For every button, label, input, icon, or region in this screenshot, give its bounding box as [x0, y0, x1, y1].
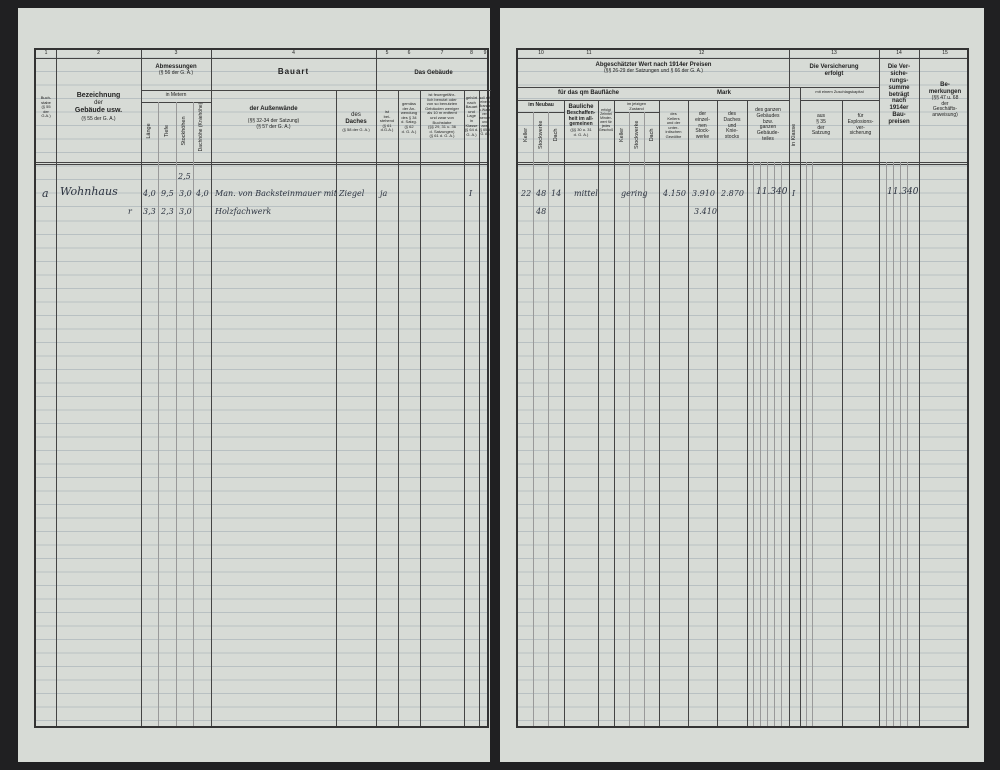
- bauliche-header: Bauliche Beschaffen- heit im all- gemeinen (§§ 30 u. 31 d. G. A.): [566, 104, 596, 137]
- row1-col5: ja: [380, 189, 388, 198]
- col-number: 4: [292, 50, 295, 56]
- row2-mark: r: [128, 207, 132, 216]
- versicherung-header: Die Versicherung erfolgt: [809, 64, 859, 77]
- col13c-header: des Daches und Knie- stocks: [723, 111, 741, 140]
- col-number: 13: [831, 50, 837, 56]
- jetzig-label: im jetzigen Zustand: [626, 101, 647, 111]
- col-number: 8: [470, 50, 473, 56]
- right-page: [500, 8, 984, 762]
- row1-walls: Man. von Backsteinmauer mit: [215, 189, 337, 198]
- col-number: 2: [97, 50, 100, 56]
- right-form-table: [516, 48, 969, 728]
- laenge-label: Länge: [146, 123, 152, 139]
- bemerkungen-header: Be- merkungen (§§ 47 u. 68 der Geschäfts- anweisung): [928, 82, 962, 119]
- abmessungen-header: Abmessungen (§ 56 der G. A.): [155, 64, 197, 76]
- r1-neubau-keller: 22: [521, 189, 532, 198]
- col7-header: ist feuergefähr- lich benutzt oder von so benutzten Gebäuden weniger als 10 m entfernt und zwar von Buchstabe (§§ 29, 31 u. 36 d. Satzungen) (§ 61 d. G. A.): [425, 92, 459, 139]
- neubau-keller: Keller: [523, 127, 529, 143]
- col-number: 12: [698, 50, 705, 56]
- col6-header: gemäss der An- wendung des § 34 d. Satzg. (§ 62 d. G. A.): [400, 101, 418, 134]
- r1-neubau-stock: 48: [536, 189, 547, 198]
- r2-col13b: 3.410: [694, 207, 717, 216]
- col14b-header: für Explosions- ver- sicherung: [847, 113, 874, 137]
- col13b-header: der einzel- nen Stock- werke: [695, 111, 710, 140]
- col-number: 7: [440, 50, 444, 56]
- row1-tiefe: 9,5: [161, 189, 174, 198]
- column-number-row: [518, 50, 967, 59]
- col9-header: soll mit einem Brandteil u.Wasser- ver- wendet und zwar (§ 65 d. G. A.): [479, 96, 495, 137]
- neubau-label: im Neubau: [528, 102, 554, 108]
- column-number-row: [36, 50, 487, 59]
- left-page: [18, 8, 495, 762]
- row1-roof: Ziegel: [339, 189, 365, 198]
- col-number: 10: [538, 50, 544, 56]
- row1-stock: 3,0: [179, 189, 192, 198]
- r1-col13b: 3.910: [692, 189, 715, 198]
- stockhoehen-label: Stockhöhen: [181, 116, 187, 146]
- zuschlag-label: mit einem Zuschlagskapital: [815, 89, 864, 94]
- row2-stock: 3,0: [179, 207, 192, 216]
- r1-zustand: gering: [621, 189, 648, 198]
- col13d-header: des ganzen Gebäudes bzw. ganzen Gebäude- teiles: [755, 107, 781, 142]
- r2-neubau-stock: 48: [536, 207, 547, 216]
- col-number: 9: [483, 50, 487, 56]
- summe-header: Die Ver- siche- rungs- summe beträgt nach 1914er Bau- preisen: [887, 64, 911, 126]
- zustand-note: erfolgt Zehntel Minder- wert für jedes Geschoß: [598, 108, 614, 133]
- r1-bauliche: mittel: [574, 189, 598, 198]
- col-number: 1: [44, 50, 48, 56]
- row2-walls: Holzfachwerk: [215, 207, 272, 216]
- unit-label: in Metern: [165, 92, 187, 98]
- wert-header: Abgeschätzter Wert nach 1914er Preisen (§§ 26-29 der Satzungen und § 66 der G. A.): [595, 62, 712, 74]
- col-number: 3: [174, 50, 178, 56]
- col5-header: ist bei- stehend (§ 61 d.G.A.): [379, 109, 395, 133]
- dachhoehe-label: Dachhöhe (Kniehöhe): [198, 102, 204, 152]
- jetzig-dach: Dach: [649, 128, 655, 142]
- r1-summe: 11.340: [887, 187, 919, 197]
- neubau-dach: Dach: [553, 128, 559, 142]
- row1-letter: a: [42, 187, 49, 200]
- row2-laenge: 3,3: [143, 207, 156, 216]
- col-number: 11: [586, 50, 592, 56]
- row2-tiefe: 2,3: [161, 207, 174, 216]
- stock-height-above: 2,5: [178, 172, 191, 181]
- bauart-header: Bauart: [277, 67, 310, 76]
- row1-dach: 4,0: [196, 189, 209, 198]
- col-number: 14: [896, 50, 902, 56]
- col-number: 5: [385, 50, 389, 56]
- col13a-header: des Kellers und der unter- irdischen Gewölbe: [665, 111, 682, 139]
- r1-col13a: 4.150: [663, 189, 686, 198]
- col8-header: gehört nach Bauart und Lage in Klasse (§ 64 d. G. A.): [464, 95, 479, 137]
- col2-header: Bezeichnung der Gebäude usw. (§ 55 der G. A.): [74, 92, 123, 122]
- col-number: 6: [407, 50, 411, 56]
- klasse-label: in Klasse: [791, 123, 797, 147]
- r1-neubau-dach: 14: [551, 189, 562, 198]
- mark-label: Mark: [716, 90, 731, 96]
- col1-header: Buch- stabe (§ 55 der G.A.): [40, 95, 52, 119]
- row1-laenge: 4,0: [143, 189, 156, 198]
- jetzig-keller: Keller: [619, 127, 625, 143]
- r1-col13d: 11.340: [756, 187, 788, 197]
- col-number: 15: [942, 50, 948, 56]
- r1-col13c: 2.870: [721, 189, 744, 198]
- left-form-table: [34, 48, 495, 728]
- neubau-stockwerke: Stockwerke: [538, 120, 544, 149]
- col14a-header: aus § 35 der Satzung: [811, 113, 831, 137]
- jetzig-stockwerke: Stockwerke: [634, 120, 640, 149]
- tiefe-label: Tiefe: [164, 124, 170, 138]
- row1-klasse: I: [469, 189, 473, 198]
- r1-klasse: I: [792, 189, 796, 198]
- walls-header: der Außenwände (§§ 32-34 der Satzung) (§ 57 der G. A.): [247, 106, 300, 130]
- row1-name: Wohnhaus: [60, 185, 118, 198]
- roof-header: des Daches (§ 58 der G. A.): [342, 112, 370, 132]
- gebaeude-header: Das Gebäude: [414, 70, 453, 76]
- per-qm-label: für das qm Baufläche: [557, 90, 619, 96]
